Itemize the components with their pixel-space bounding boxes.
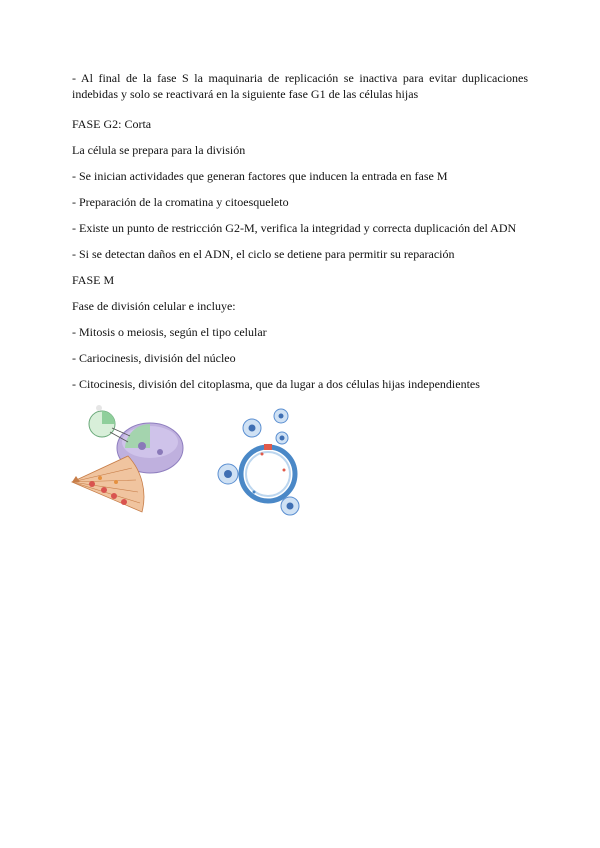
list-item-g2-repair: - Si se detectan daños en el ADN, el ciclo se detiene para permitir su reparación [72, 247, 455, 261]
list-item-m-karyokinesis: - Cariocinesis, división del núcleo [72, 351, 236, 365]
list-item-m-mitosis: - Mitosis o meiosis, según el tipo celular [72, 325, 267, 339]
list-item-g2-checkpoint: - Existe un punto de restricción G2-M, verifica la integridad y correcta duplicación del ADN [72, 221, 517, 235]
list-item-g2-chromatin: - Preparación de la cromatina y citoesqueleto [72, 195, 289, 209]
list-item-g2-factors: - Se inician actividades que generan factores que inducen la entrada en fase M [72, 169, 448, 183]
paragraph-replication-end: - Al final de la fase S la maquinaria de replicación se inactiva para evitar duplicaciones indebidas y solo se reactivará en la siguiente fase G1 de las células hijas [72, 71, 528, 101]
list-item-m-cytokinesis: - Citocinesis, división del citoplasma, que da lugar a dos células hijas independientes [72, 377, 480, 391]
paragraph-m-intro: Fase de división celular e incluye: [72, 299, 236, 313]
paragraph-g2-intro: La célula se prepara para la división [72, 143, 246, 157]
heading-fase-m: FASE M [72, 273, 115, 287]
cell-cycle-pie-diagram [70, 402, 190, 522]
cell-cycle-ring-diagram [214, 408, 310, 520]
heading-fase-g2: FASE G2: Corta [72, 117, 152, 131]
